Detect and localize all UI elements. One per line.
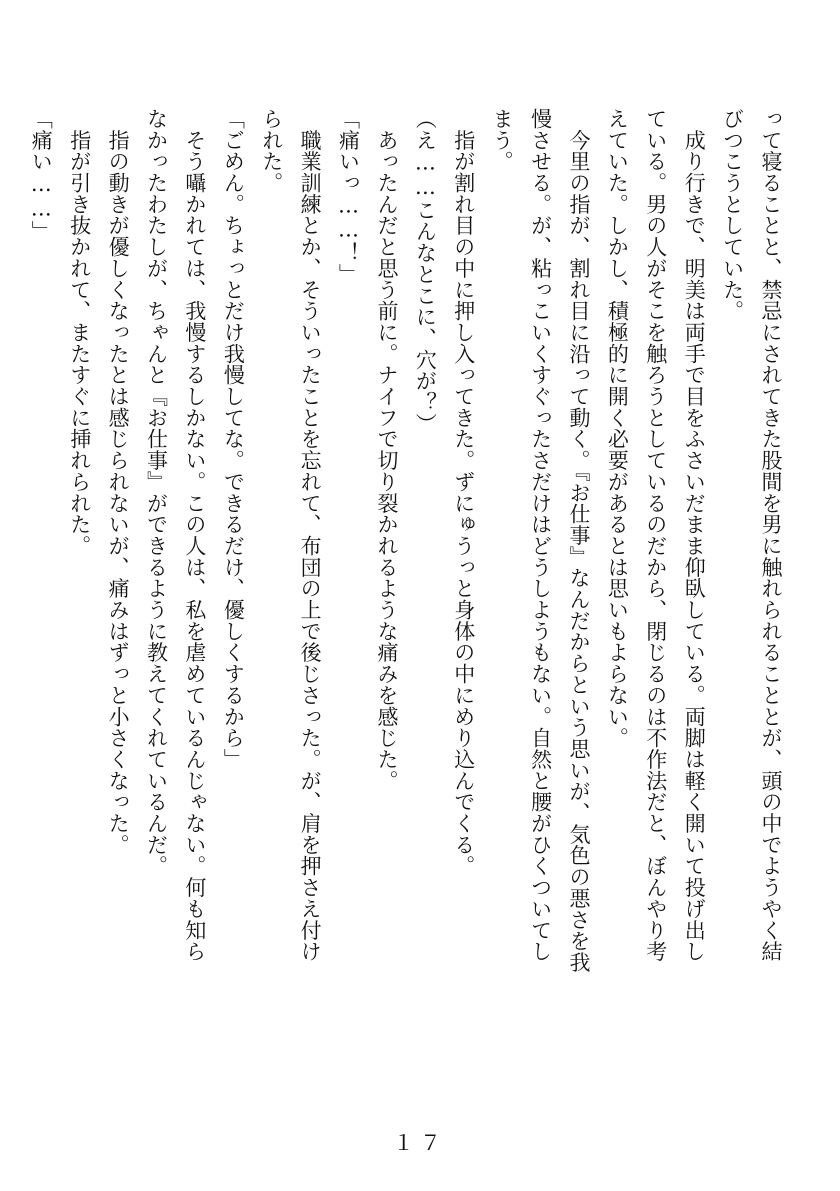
text-line: 指の動きが優しくなったとは感じられないが、痛みはずっと小さくなった。 [106, 108, 131, 856]
text-line: 成り行きで、明美は両手で目をふさいだまま仰臥している。両脚は軽く開いて投げ出し [682, 108, 707, 962]
vertical-body-text [29, 108, 790, 1028]
text-line: （え……こんなとこに、穴が？） [413, 108, 438, 435]
text-line: えていた。しかし、積極的に開く必要があるとは思いもよらない。 [605, 108, 630, 749]
text-line: そう囁かれては、我慢するしかない。この人は、私を虐めているんじゃない。何も知ら [182, 108, 207, 962]
text-line: びつこうとしていた。 [720, 108, 745, 322]
text-line: 「痛い……」 [29, 108, 54, 243]
text-line: って寝ることと、禁忌にされてきた股間を男に触れられることとが、頭の中でようやく結 [759, 108, 783, 962]
text-line: られた。 [259, 108, 284, 194]
text-line: なかったわたしが、ちゃんと『お仕事』ができるように教えてくれているんだ。 [144, 108, 169, 877]
text-line: 「ごめん。ちょっとだけ我慢してな。できるだけ、優しくするから」 [221, 108, 246, 770]
text-line: ている。男の人がそこを触ろうとしているのだから、閉じるのは不作法だと、ぼんやり考 [643, 108, 668, 962]
page-number: １７ [393, 1131, 447, 1155]
text-line: 職業訓練とか、そういったことを忘れて、布団の上で後じさった。が、肩を押さえ付け [298, 108, 323, 962]
text-line: 慢させる。が、粘っこいくすぐったさだけはどうしようもない。自然と腰がひくついてし [528, 108, 553, 962]
text-line: 指が割れ目の中に押し入ってきた。ずにゅうっと身体の中にめり込んでくる。 [451, 108, 476, 877]
text-line: 「痛いっ……！」 [336, 108, 361, 285]
text-line: まう。 [490, 108, 515, 173]
text-line: あったんだと思う前に。ナイフで切り裂かれるような痛みを感じた。 [374, 108, 399, 792]
text-line: 今里の指が、割れ目に沿って動く。『お仕事』なんだからという思いが、気色の悪さを我 [566, 108, 591, 973]
text-line: 指が引き抜かれて、またすぐに挿れられた。 [67, 108, 92, 557]
